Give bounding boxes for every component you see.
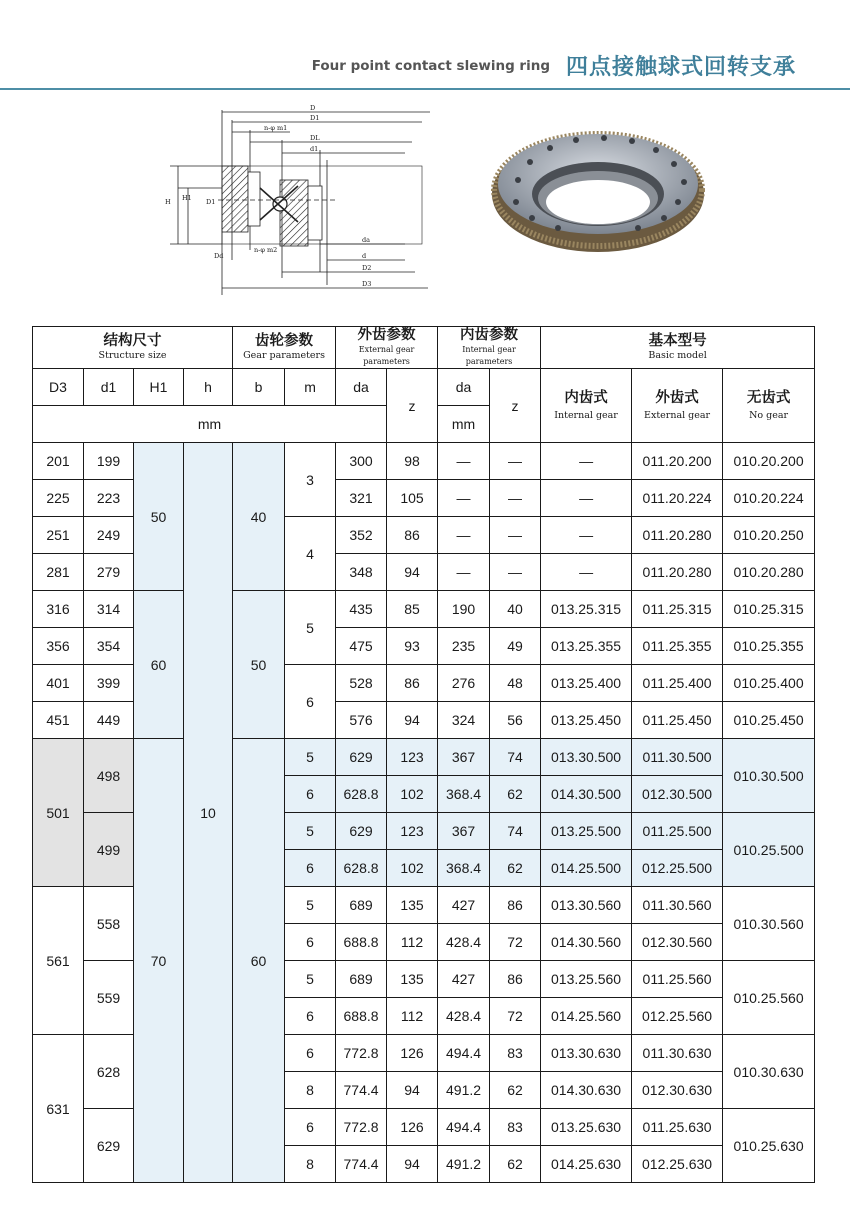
cell-da: 688.8 — [336, 998, 387, 1035]
cell-model-no: 010.20.200 — [723, 443, 815, 480]
dim-D: D — [310, 104, 316, 112]
header-title-cn: 四点接触球式回转支承 — [566, 55, 797, 80]
cell-model-ext: 011.25.400 — [632, 665, 723, 702]
cell-D3: 316 — [33, 591, 84, 628]
cell-model-ext: 012.25.630 — [632, 1146, 723, 1183]
cell-m: 6 — [285, 850, 336, 887]
cell-d1: 199 — [84, 443, 134, 480]
cell-da: 688.8 — [336, 924, 387, 961]
cell-z: 123 — [387, 813, 438, 850]
dim-D3: D3 — [362, 280, 372, 288]
cell-model-int: 014.30.630 — [541, 1072, 632, 1109]
cell-model-ext: 011.25.560 — [632, 961, 723, 998]
cell-da-int: — — [438, 480, 490, 517]
cell-m: 5 — [285, 961, 336, 998]
cell-da-int: 190 — [438, 591, 490, 628]
col-h: h — [184, 369, 233, 406]
cell-model-ext: 011.20.200 — [632, 443, 723, 480]
cell-model-no: 010.25.630 — [723, 1109, 815, 1183]
cell-da-int: 427 — [438, 961, 490, 998]
cell-d1: 279 — [84, 554, 134, 591]
cell-model-int: 013.25.400 — [541, 665, 632, 702]
cell-z: 123 — [387, 739, 438, 776]
col-da-internal: da — [438, 369, 490, 406]
col-da-external: da — [336, 369, 387, 406]
cell-model-int: 013.30.560 — [541, 887, 632, 924]
cell-da: 689 — [336, 887, 387, 924]
cell-m: 4 — [285, 517, 336, 591]
cell-model-int: 013.25.560 — [541, 961, 632, 998]
cell-da-int: 324 — [438, 702, 490, 739]
cell-model-int: — — [541, 517, 632, 554]
cell-D3: 501 — [33, 739, 84, 887]
cell-z-int: 40 — [490, 591, 541, 628]
cell-z: 102 — [387, 776, 438, 813]
cell-d1: 558 — [84, 887, 134, 961]
cell-model-ext: 012.30.630 — [632, 1072, 723, 1109]
group-external-gear: 外齿参数 External gear parameters — [336, 327, 438, 369]
cell-da: 628.8 — [336, 850, 387, 887]
cell-z-int: — — [490, 443, 541, 480]
group-internal-gear: 内齿参数 Internal gear parameters — [438, 327, 541, 369]
cell-model-ext: 011.20.280 — [632, 554, 723, 591]
cell-m: 6 — [285, 1109, 336, 1146]
cell-da-int: 368.4 — [438, 850, 490, 887]
cell-z-int: 86 — [490, 887, 541, 924]
cell-d1: 314 — [84, 591, 134, 628]
cell-z-int: 48 — [490, 665, 541, 702]
cell-m: 5 — [285, 739, 336, 776]
col-b: b — [233, 369, 285, 406]
cell-da: 576 — [336, 702, 387, 739]
dim-d1: d1 — [310, 145, 319, 153]
cell-m: 5 — [285, 887, 336, 924]
cell-model-int: 013.30.630 — [541, 1035, 632, 1072]
cell-D3: 281 — [33, 554, 84, 591]
cell-da-int: 427 — [438, 887, 490, 924]
col-m: m — [285, 369, 336, 406]
cell-model-ext: 011.25.500 — [632, 813, 723, 850]
cell-d1: 223 — [84, 480, 134, 517]
col-z-external: z — [387, 369, 438, 443]
cell-model-no: 010.25.560 — [723, 961, 815, 1035]
cell-z-int: 62 — [490, 850, 541, 887]
cell-z: 86 — [387, 665, 438, 702]
cell-z: 102 — [387, 850, 438, 887]
cell-D3: 225 — [33, 480, 84, 517]
col-H1: H1 — [134, 369, 184, 406]
cell-da: 629 — [336, 813, 387, 850]
cell-z-int: 74 — [490, 813, 541, 850]
cell-d1: 628 — [84, 1035, 134, 1109]
cell-z-int: 62 — [490, 776, 541, 813]
cell-z: 126 — [387, 1035, 438, 1072]
cell-da-int: 494.4 — [438, 1035, 490, 1072]
cell-model-no: 010.25.450 — [723, 702, 815, 739]
cell-da-int: 367 — [438, 813, 490, 850]
col-d1: d1 — [84, 369, 134, 406]
header-title-en: Four point contact slewing ring — [311, 58, 550, 74]
cell-da-int: 494.4 — [438, 1109, 490, 1146]
cell-z: 105 — [387, 480, 438, 517]
cell-model-ext: 012.25.500 — [632, 850, 723, 887]
cell-z-int: 83 — [490, 1109, 541, 1146]
cell-z-int: 83 — [490, 1035, 541, 1072]
cell-model-ext: 011.30.500 — [632, 739, 723, 776]
cell-z-int: 49 — [490, 628, 541, 665]
cell-model-ext: 012.30.500 — [632, 776, 723, 813]
cell-da: 628.8 — [336, 776, 387, 813]
cell-da-int: 235 — [438, 628, 490, 665]
cell-model-int: — — [541, 443, 632, 480]
cell-da-int: 491.2 — [438, 1072, 490, 1109]
cell-model-no: 010.25.400 — [723, 665, 815, 702]
cell-z-int: 72 — [490, 998, 541, 1035]
cell-D3: 251 — [33, 517, 84, 554]
cell-h: 10 — [184, 443, 233, 1183]
cell-m: 6 — [285, 924, 336, 961]
cell-model-int: 014.25.560 — [541, 998, 632, 1035]
cell-m: 3 — [285, 443, 336, 517]
dim-D1: D1 — [310, 114, 320, 122]
cell-D3: 201 — [33, 443, 84, 480]
dim-Dd: Dd — [214, 252, 224, 260]
cell-model-no: 010.25.500 — [723, 813, 815, 887]
cell-model-ext: 011.30.560 — [632, 887, 723, 924]
cell-z-int: — — [490, 480, 541, 517]
cell-z: 93 — [387, 628, 438, 665]
cell-d1: 249 — [84, 517, 134, 554]
cell-H1: 70 — [134, 739, 184, 1183]
cell-z: 98 — [387, 443, 438, 480]
dim-D1-left: D1 — [206, 198, 216, 206]
cell-m: 8 — [285, 1146, 336, 1183]
dim-da: da — [362, 236, 371, 244]
cell-d1: 629 — [84, 1109, 134, 1183]
cell-m: 6 — [285, 776, 336, 813]
cell-d1: 559 — [84, 961, 134, 1035]
cell-da: 348 — [336, 554, 387, 591]
cell-model-no: 010.30.630 — [723, 1035, 815, 1109]
cell-model-ext: 012.30.560 — [632, 924, 723, 961]
dim-D2: D2 — [362, 264, 372, 272]
cell-D3: 401 — [33, 665, 84, 702]
cell-da-int: 491.2 — [438, 1146, 490, 1183]
cell-model-no: 010.20.250 — [723, 517, 815, 554]
cell-z: 135 — [387, 961, 438, 998]
dim-nm2: n-φ m2 — [254, 246, 278, 254]
unit-mm-internal: mm — [438, 406, 490, 443]
cell-da: 321 — [336, 480, 387, 517]
cell-m: 5 — [285, 813, 336, 850]
cell-model-ext: 011.25.315 — [632, 591, 723, 628]
cell-model-int: 013.30.500 — [541, 739, 632, 776]
cell-d1: 499 — [84, 813, 134, 887]
group-gear-parameters: 齿轮参数 Gear parameters — [233, 327, 336, 369]
cell-da-int: 368.4 — [438, 776, 490, 813]
cell-model-no: 010.30.560 — [723, 887, 815, 961]
cell-model-ext: 011.25.355 — [632, 628, 723, 665]
dim-nm1: n-φ m1 — [264, 124, 288, 132]
group-structure-size: 结构尺寸 Structure size — [33, 327, 233, 369]
slewing-ring-spec-table — [32, 326, 815, 1183]
cell-z-int: — — [490, 554, 541, 591]
cell-model-ext: 011.20.280 — [632, 517, 723, 554]
cell-z-int: 62 — [490, 1072, 541, 1109]
dim-DL: DL — [310, 134, 320, 142]
cell-model-int: 013.25.630 — [541, 1109, 632, 1146]
cell-da: 528 — [336, 665, 387, 702]
cell-da: 435 — [336, 591, 387, 628]
cell-z: 86 — [387, 517, 438, 554]
cell-b: 50 — [233, 591, 285, 739]
cell-z-int: 86 — [490, 961, 541, 998]
cell-model-ext: 012.25.560 — [632, 998, 723, 1035]
cross-section-diagram — [160, 100, 440, 300]
cell-b: 40 — [233, 443, 285, 591]
cell-D3: 561 — [33, 887, 84, 1035]
cell-da-int: 367 — [438, 739, 490, 776]
cell-da-int: 428.4 — [438, 998, 490, 1035]
cell-model-ext: 011.25.450 — [632, 702, 723, 739]
cell-da: 352 — [336, 517, 387, 554]
dim-H1: H1 — [182, 194, 192, 202]
cell-da-int: — — [438, 443, 490, 480]
cell-model-int: 013.25.450 — [541, 702, 632, 739]
cell-m: 6 — [285, 1035, 336, 1072]
cell-model-no: 010.20.224 — [723, 480, 815, 517]
cell-z-int: 74 — [490, 739, 541, 776]
cell-model-no: 010.20.280 — [723, 554, 815, 591]
slewing-ring-photo — [488, 110, 708, 270]
cell-model-no: 010.25.355 — [723, 628, 815, 665]
cell-D3: 631 — [33, 1035, 84, 1183]
unit-mm: mm — [33, 406, 387, 443]
dim-d: d — [362, 252, 367, 260]
cell-model-int: — — [541, 554, 632, 591]
cell-model-int: 014.30.500 — [541, 776, 632, 813]
cell-z-int: 62 — [490, 1146, 541, 1183]
cell-m: 6 — [285, 665, 336, 739]
cell-d1: 449 — [84, 702, 134, 739]
cell-model-int: 013.25.315 — [541, 591, 632, 628]
cell-da: 629 — [336, 739, 387, 776]
cell-d1: 354 — [84, 628, 134, 665]
cell-model-ext: 011.20.224 — [632, 480, 723, 517]
cell-z: 94 — [387, 1072, 438, 1109]
cell-model-no: 010.30.500 — [723, 739, 815, 813]
cell-da-int: 428.4 — [438, 924, 490, 961]
cell-z-int: — — [490, 517, 541, 554]
cell-D3: 451 — [33, 702, 84, 739]
cell-model-int: — — [541, 480, 632, 517]
cell-da-int: — — [438, 554, 490, 591]
cell-model-int: 013.25.500 — [541, 813, 632, 850]
col-D3: D3 — [33, 369, 84, 406]
cell-z: 94 — [387, 554, 438, 591]
cell-m: 5 — [285, 591, 336, 665]
cell-da-int: — — [438, 517, 490, 554]
cell-da: 772.8 — [336, 1109, 387, 1146]
cell-model-int: 014.25.500 — [541, 850, 632, 887]
cell-z: 126 — [387, 1109, 438, 1146]
cell-z: 85 — [387, 591, 438, 628]
cell-z-int: 56 — [490, 702, 541, 739]
cell-da: 774.4 — [336, 1072, 387, 1109]
cell-d1: 399 — [84, 665, 134, 702]
cell-z: 94 — [387, 702, 438, 739]
dim-H: H — [165, 198, 171, 206]
cell-model-ext: 011.30.630 — [632, 1035, 723, 1072]
col-no-gear: 无齿式 No gear — [723, 369, 815, 443]
cell-d1: 498 — [84, 739, 134, 813]
cell-da: 475 — [336, 628, 387, 665]
col-internal-gear: 内齿式 Internal gear — [541, 369, 632, 443]
group-basic-model: 基本型号 Basic model — [541, 327, 815, 369]
cell-z-int: 72 — [490, 924, 541, 961]
cell-D3: 356 — [33, 628, 84, 665]
cell-model-no: 010.25.315 — [723, 591, 815, 628]
cell-da-int: 276 — [438, 665, 490, 702]
cell-model-ext: 011.25.630 — [632, 1109, 723, 1146]
cell-da: 689 — [336, 961, 387, 998]
cell-z: 94 — [387, 1146, 438, 1183]
cell-model-int: 014.30.560 — [541, 924, 632, 961]
col-z-internal: z — [490, 369, 541, 443]
cell-H1: 60 — [134, 591, 184, 739]
cell-da: 300 — [336, 443, 387, 480]
cell-da: 772.8 — [336, 1035, 387, 1072]
cell-m: 6 — [285, 998, 336, 1035]
cell-da: 774.4 — [336, 1146, 387, 1183]
cell-z: 112 — [387, 998, 438, 1035]
header-divider — [0, 88, 850, 90]
cell-m: 8 — [285, 1072, 336, 1109]
cell-H1: 50 — [134, 443, 184, 591]
col-external-gear: 外齿式 External gear — [632, 369, 723, 443]
cell-model-int: 014.25.630 — [541, 1146, 632, 1183]
cell-z: 135 — [387, 887, 438, 924]
cell-model-int: 013.25.355 — [541, 628, 632, 665]
cell-z: 112 — [387, 924, 438, 961]
cell-b: 60 — [233, 739, 285, 1183]
